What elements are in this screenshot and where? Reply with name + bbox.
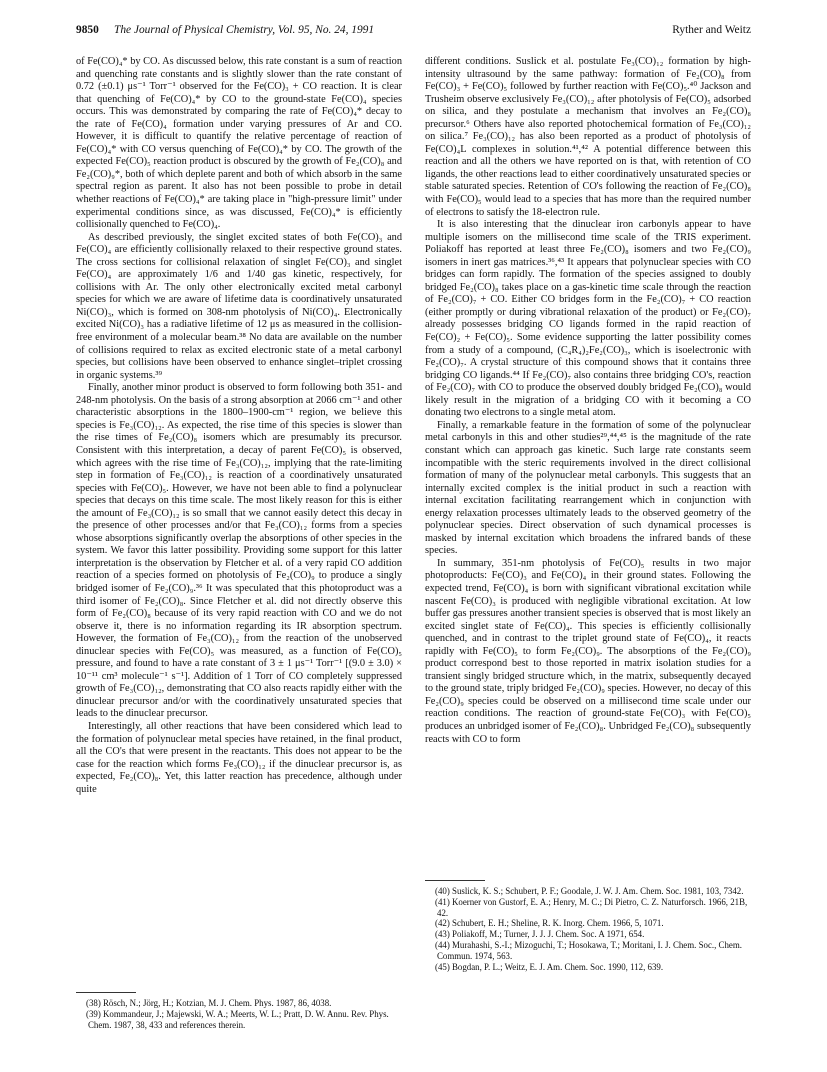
reference-item: (45) Bogdan, P. L.; Weitz, E. J. Am. Chem. Soc. 1990, 112, 639. — [435, 961, 664, 972]
paragraph: In summary, 351-nm photolysis of Fe(CO)₅ results in two major photoproducts: Fe(CO)₃ and Fe(CO)₄ in their ground states. Following the expected trend, Fe(CO)₄ is born with significant vibrational excitation while nascent Fe(CO)₃ is produced with negligible vibrational excitation. At low buffer gas pressures another transient species is observed that is most likely an excited singlet state of Fe(CO)₄. This species is efficiently collisionally quenched, and in contrast to the triplet ground state of Fe(CO)₄, it reacts rapidly with Fe(CO)₅ to form Fe₂(CO)₉. The absorptions of the Fe₂(CO)₉ product correspond best to those reported in matrix isolation studies for a transient singly bridged structure which, in the matrix, subsequently decayed to the ground state, triply bridged Fe₂(CO)₉ species. However, no decay of this Fe₂(CO)₉ species could be observed on a millisecond time scale under our reaction conditions. The reaction of ground-state Fe(CO)₃ with Fe(CO)₅ produces an unbridged isomer of Fe₂(CO)₈. Unbridged Fe₂(CO)₈ subsequently reacts with CO to form — [425, 557, 751, 745]
paragraph: Interestingly, all other reactions that have been considered which lead to the formation of polynuclear metal species have retained, in the final product, all the CO's that were present in the reactants. This does not appear to be the case for the reaction which forms Fe₃(CO)₁₂ if the dinuclear precursor is, as expected, Fe₂(CO)₈. Yet, this latter reaction has precedence, although under quite — [76, 720, 402, 795]
reference-item: (44) Murahashi, S.-I.; Mizoguchi, T.; Hosokawa, T.; Moritani, I. J. Chem. Soc., Chem. Commun. 1974, 563. — [435, 939, 742, 961]
left-column — [76, 56, 402, 796]
reference-item: (41) Koerner von Gustorf, E. A.; Henry, M. C.; Di Pietro, C. Z. Naturforsch. 1966, 21B, 42. — [435, 896, 748, 918]
paragraph: different conditions. Suslick et al. postulate Fe₃(CO)₁₂ formation by high-intensity ultrasound by the same pathway: formation of Fe₂(CO)₈ from Fe(CO)₃ + Fe(CO)₅ followed by further reaction with Fe(CO)₅.⁴⁰ Jackson and Trusheim observe exclusively Fe₃(CO)₁₂ after photolysis of Fe(CO)₅ adsorbed on silica, and they postulate a mechanism that involves an Fe₂(CO)₈ precursor.⁶ Others have also reported photochemical formation of Fe₃(CO)₁₂ on silica.⁷ Fe₃(CO)₁₂ has also been reported as a product of photolysis of Fe(CO)₄L complexes in solution.⁴¹,⁴² A potential difference between this reaction and all the others we have reported on is that, with retention of CO ligands, the other reactions lead to either coordinatively unsaturated species or stable saturated species. Retention of CO's following the reaction of Fe₂(CO)₈ with Fe(CO)₅ would lead to a species that has more than the required number of electrons to satisfy the 18-electron rule. — [425, 56, 751, 218]
page-number: 9850 — [76, 24, 99, 36]
footnote-rule — [76, 992, 136, 993]
paragraph: Finally, another minor product is observed to form following both 351- and 248-nm photolysis. On the basis of a strong absorption at 2066 cm⁻¹ and other characteristic absorptions in the 1800–1900-cm⁻¹ region, we believe this species is Fe₃(CO)₁₂. As expected, the rise time of this species is slower than the rise times of Fe₂(CO)₈ isomers which are presumably its precursor. Consistent with this interpretation, a decay of parent Fe(CO)₅ is observed, which agrees with the rise time of Fe₃(CO)₁₂, implying that the rate-limiting step in formation of Fe₃(CO)₁₂ is reaction of a coordinatively unsaturated species with Fe(CO)₅. However, we have not been able to find a polynuclear species that decays on this time scale. The most likely reason for this is either the amount of Fe₃(CO)₁₂ is so small that we cannot easily detect this decay in the presence of other processes and/or that Fe₃(CO)₁₂ forms from a species whose absorptions significantly overlap the absorptions of other species in the system. We favor this latter possibility. Providing some support for this latter interpretation is the observation by Fletcher et al. of a very rapid CO addition reaction of a species formed on photolysis of Fe₂(CO)₉ to produce a singly bridged isomer of Fe₂(CO)₉.³⁶ It was speculated that this photoproduct was a third isomer of Fe₂(CO)₈. Since Fletcher et al. did not directly observe this form of Fe₂(CO)₈ because of its very rapid reaction with CO and we do not observe it, there is no information regarding its IR absorption spectrum. However, the formation of Fe₃(CO)₁₂ from the reaction of the unobserved dinuclear species with Fe(CO)₅ was measured, as a function of Fe(CO)₅ pressure, and found to have a rate constant of 3 ± 1 μs⁻¹ Torr⁻¹ [(9.0 ± 3.0) × 10⁻¹¹ cm³ molecule⁻¹ s⁻¹]. Addition of 1 Torr of CO completely suppressed growth of Fe₃(CO)₁₂, demonstrating that CO also reacts rapidly either with the dinuclear precursor and/or with the coordinatively unsaturated species that leads to the dinuclear precursor. — [76, 382, 402, 720]
references-left — [76, 992, 402, 1030]
references-right — [425, 880, 751, 972]
running-authors: Ryther and Weitz — [672, 24, 751, 36]
footnote-rule — [425, 880, 485, 881]
paragraph: As described previously, the singlet excited states of both Fe(CO)₃ and Fe(CO)₄ are efficiently collisionally relaxed to their respective ground states. The cross sections for collisional relaxation of singlet Fe(CO)₃ and singlet Fe(CO)₄ are approximately 1/6 and 1/40 gas kinetic, respectively, for collisions with Ar. The only other electronically excited metal carbonyl species for which we are aware of lifetime data is coordinatively unsaturated Ni(CO)₃, which is formed on 308-nm photolysis of Ni(CO)₄. Electronically excited Ni(CO)₃ has a radiative lifetime of 12 μs as measured in the collision-free environment of a molecular beam.³⁸ No data are available on the number of collisions required to relax as excited electronic state of a metal carbonyl species, but collisions have been observed to enhance singlet–triplet crossing in organic systems.³⁹ — [76, 231, 402, 381]
paragraph: Finally, a remarkable feature in the formation of some of the polynuclear metal carbonyls in this and other studies²⁹,⁴⁴,⁴⁵ is the magnitude of the rate constant which can approach gas kinetic. Such large rate constants seem incompatible with the steric requirements involved in the direct collisional formation of many of the polynuclear metal carbonyls. This suggests that an internally excited complex is the initial product in such a reaction with internal excitation facilitating rearrangement which in conjunction with energy relaxation processes ultimately leads to the observed geometry of the polynuclear species. Direct observation of such dynamical processes is masked by internal excitation which broadens the infrared bands of these species. — [425, 419, 751, 557]
reference-item: (38) Rösch, N.; Jörg, H.; Kotzian, M. J. Chem. Phys. 1987, 86, 4038. — [86, 998, 332, 1008]
reference-item: (43) Poliakoff, M.; Turner, J. J. J. Chem. Soc. A 1971, 654. — [435, 929, 645, 940]
reference-item: (39) Kommandeur, J.; Majewski, W. A.; Meerts, W. L.; Pratt, D. W. Annu. Rev. Phys. Chem. 1987, 38, 433 and references therein. — [86, 1008, 389, 1030]
reference-item: (40) Suslick, K. S.; Schubert, P. F.; Goodale, J. W. J. Am. Chem. Soc. 1981, 103, 7342. — [435, 886, 744, 896]
running-header — [76, 24, 751, 42]
paragraph: of Fe(CO)₄* by CO. As discussed below, this rate constant is a sum of reaction and quenching rate constants and is slightly slower than the rate constant of 0.72 (±0.1) μs⁻¹ Torr⁻¹ observed for the Fe(CO)₃ + CO reaction. It is clear that quenching of Fe(CO)₄* by CO to the ground-state Fe(CO)₄ species occurs. This was demonstrated by comparing the rate of Fe(CO)₄* decay to the rate of Fe(CO)₄ formation under varying pressures of Ar and CO. However, it is difficult to quantify the relative percentage of reaction of Fe(CO)₄* with CO versus quenching of Fe(CO)₄* by CO. The growth of the expected Fe(CO)₅ reaction product is obscured by the growth of Fe₂(CO)₈ and Fe₂(CO)₉*, both of which deplete parent and both of which absorb in the same spectral region as parent. It also has not been possible to probe in detail whether reactions of Fe(CO)₄* are taking place in "high-pressure limit" under experimental conditions since, as was discussed, Fe(CO)₄* is efficiently collisionally quenched to Fe(CO)₄. — [76, 56, 402, 231]
paragraph: It is also interesting that the dinuclear iron carbonyls appear to have multiple isomers on the millisecond time scale of the TRIS experiment. Poliakoff has reported at least three Fe₂(CO)₈ isomers and two Fe₂(CO)₉ isomers in inert gas matrices.³⁶,⁴³ It appears that polynuclear species with CO bridges can form rapidly. The formation of the species assigned to doubly bridged Fe₂(CO)₈ takes place on a gas-kinetic time scale through the reaction of Fe₂(CO)₇ + CO. Either CO bridges form in the Fe₂(CO)₇ + CO reaction (either promptly or during vibrational relaxation of the product) or Fe₂(CO)₇ already possesses bridging CO ligands formed in the rapid reaction of Fe(CO)₂ + Fe(CO)₅. Some evidence supporting the latter possibility comes from a study of a compound, (C₄R₄)₂Fe₂(CO)₃, which is isoelectronic with Fe₂(CO)₇. A crystal structure of this compound shows that it contains three bridging CO ligands.⁴⁴ If Fe₂(CO)₇ also contains three bridging CO's, reaction of Fe₂(CO)₇ with CO to produce the observed doubly bridged Fe₂(CO)₈ would likely result in the migration of a bridging CO with it becoming a CO donating two electrons to a single metal atom. — [425, 219, 751, 419]
reference-item: (42) Schubert, E. H.; Sheline, R. K. Inorg. Chem. 1966, 5, 1071. — [435, 918, 664, 929]
journal-citation: The Journal of Physical Chemistry, Vol. 95, No. 24, 1991 — [114, 24, 375, 36]
right-column — [425, 56, 751, 746]
